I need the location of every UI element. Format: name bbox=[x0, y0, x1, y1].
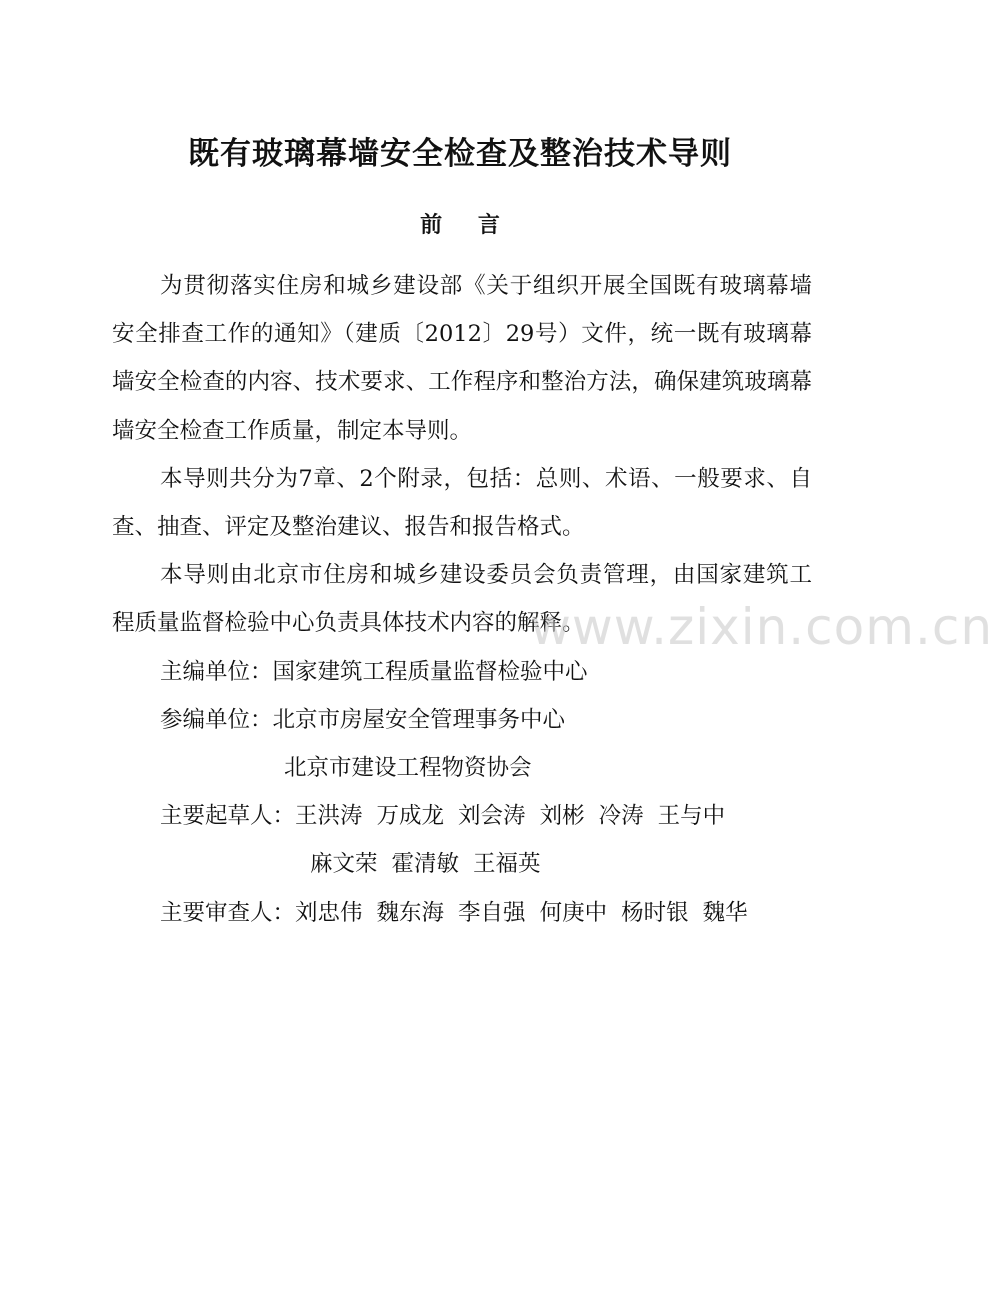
reviewer-name: 杨时银 bbox=[621, 899, 689, 926]
drafter-name: 万成龙 bbox=[376, 803, 445, 830]
drafter-name: 冷涛 bbox=[598, 803, 644, 830]
preface-body bbox=[112, 262, 812, 937]
watermark: www.zixin.com.cn bbox=[530, 598, 993, 656]
drafter-name: 王福英 bbox=[473, 851, 541, 878]
section-title-preface: 前 言 bbox=[420, 213, 514, 239]
co-editor-value: 北京市建设工程物资协会 bbox=[284, 755, 532, 782]
paragraph-structure: 本导则共分为7章、2个附录，包括：总则、术语、一般要求、自查、抽查、评定及整治建议、报告和报告格式。 bbox=[112, 465, 812, 541]
drafter-name: 王与中 bbox=[657, 803, 726, 830]
chief-editor-value: 国家建筑工程质量监督检验中心 bbox=[272, 658, 588, 685]
drafter-name: 刘会涛 bbox=[458, 803, 526, 830]
reviewer-name: 魏东海 bbox=[376, 899, 445, 926]
paragraph-purpose: 为贯彻落实住房和城乡建设部《关于组织开展全国既有玻璃幕墙安全排查工作的通知》（建质〔2012〕29号）文件，统一既有玻璃幕墙安全检查的内容、技术要求、工作程序和整治方法，确保建筑玻璃幕墙安全检查工作质量，制定本导则。 bbox=[112, 273, 812, 444]
paragraph-management: 本导则由北京市住房和城乡建设委员会负责管理，由国家建筑工程质量监督检验中心负责具体技术内容的解释。 bbox=[112, 562, 812, 637]
reviewer-name: 魏华 bbox=[702, 899, 748, 926]
reviewer-name: 李自强 bbox=[458, 899, 526, 926]
document-title: 既有玻璃幕墙安全检查及整治技术导则 bbox=[188, 135, 732, 172]
co-editor-value: 北京市房屋安全管理事务中心 bbox=[272, 706, 566, 733]
drafter-name: 刘彬 bbox=[539, 803, 585, 830]
drafters-line bbox=[112, 792, 812, 840]
drafter-name: 麻文荣 bbox=[310, 851, 378, 878]
co-editors-line bbox=[112, 696, 812, 744]
drafters-line-continued bbox=[112, 840, 812, 888]
drafter-name: 王洪涛 bbox=[295, 803, 363, 830]
reviewers-line bbox=[112, 889, 812, 937]
reviewer-name: 何庚中 bbox=[539, 899, 608, 926]
reviewer-name: 刘忠伟 bbox=[295, 899, 363, 926]
drafter-name: 霍清敏 bbox=[391, 851, 460, 878]
reviewers-label: 主要审查人： bbox=[160, 899, 296, 926]
chief-editor-line bbox=[112, 648, 812, 696]
co-editors-label: 参编单位： bbox=[160, 706, 273, 733]
drafters-label: 主要起草人： bbox=[160, 803, 296, 830]
co-editors-line-continued bbox=[112, 744, 812, 792]
chief-editor-label: 主编单位： bbox=[160, 658, 273, 685]
